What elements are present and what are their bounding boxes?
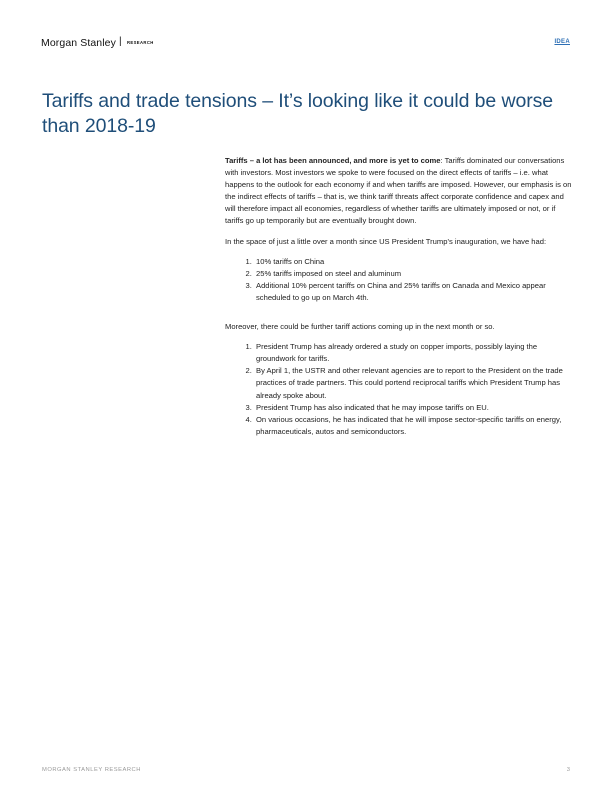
intro-text: : Tariffs dominated our conversations with investors. Most investors we spoke to were focused on the direct effects of tariffs – i.e. what happens to the outlook for each economy if and when tariffs are imposed. However, our emphasis is on the indirect effects of tariffs – that is, we think tariff threats affect corporate confidence and capex and will therefore impact all economies, regardless of whether tariffs are ultimately imposed or not, or if tariffs go up temporarily but are eventually brought down.	[225, 156, 572, 226]
further-actions-paragraph: Moreover, there could be further tariff actions coming up in the next month or so.	[225, 322, 495, 332]
article-body	[225, 155, 575, 455]
intro-paragraph	[225, 155, 575, 228]
page-header	[41, 37, 570, 51]
list-item: 1. President Trump has already ordered a study on copper imports, possibly laying the groundwork for tariffs.	[254, 341, 575, 365]
list-item: 4. On various occasions, he has indicated that he will impose sector-specific tariffs on energy, pharmaceuticals, autos and semiconductors.	[254, 414, 575, 438]
footer-label: MORGAN STANLEY RESEARCH	[42, 767, 141, 773]
page-number: 3	[566, 767, 570, 773]
tariff-events-list	[225, 256, 575, 304]
section-label: RESEARCH	[127, 40, 154, 45]
list-item: 1. 10% tariffs on China	[254, 256, 575, 268]
list-item: 2. By April 1, the USTR and other relevant agencies are to report to the President on the trade practices of trade partners. This could portend reciprocal tariffs which President Trump has already spoke about.	[254, 365, 575, 401]
list-item: 3. President Trump has also indicated that he may impose tariffs on EU.	[254, 402, 575, 414]
header-separator: |	[119, 36, 122, 47]
further-actions-list	[225, 341, 575, 438]
brand-logo: Morgan Stanley	[41, 37, 116, 49]
idea-tag[interactable]: IDEA	[554, 39, 570, 45]
list-item: 3. Additional 10% percent tariffs on China and 25% tariffs on Canada and Mexico appear scheduled to go up on March 4th.	[254, 280, 575, 304]
list-item: 2. 25% tariffs imposed on steel and aluminum	[254, 268, 575, 280]
intro-lead: Tariffs – a lot has been announced, and more is yet to come	[225, 156, 441, 165]
events-intro-paragraph: In the space of just a little over a month since US President Trump’s inauguration, we have had:	[225, 236, 547, 246]
page-title: Tariffs and trade tensions – It’s looking like it could be worse than 2018-19	[42, 90, 553, 137]
